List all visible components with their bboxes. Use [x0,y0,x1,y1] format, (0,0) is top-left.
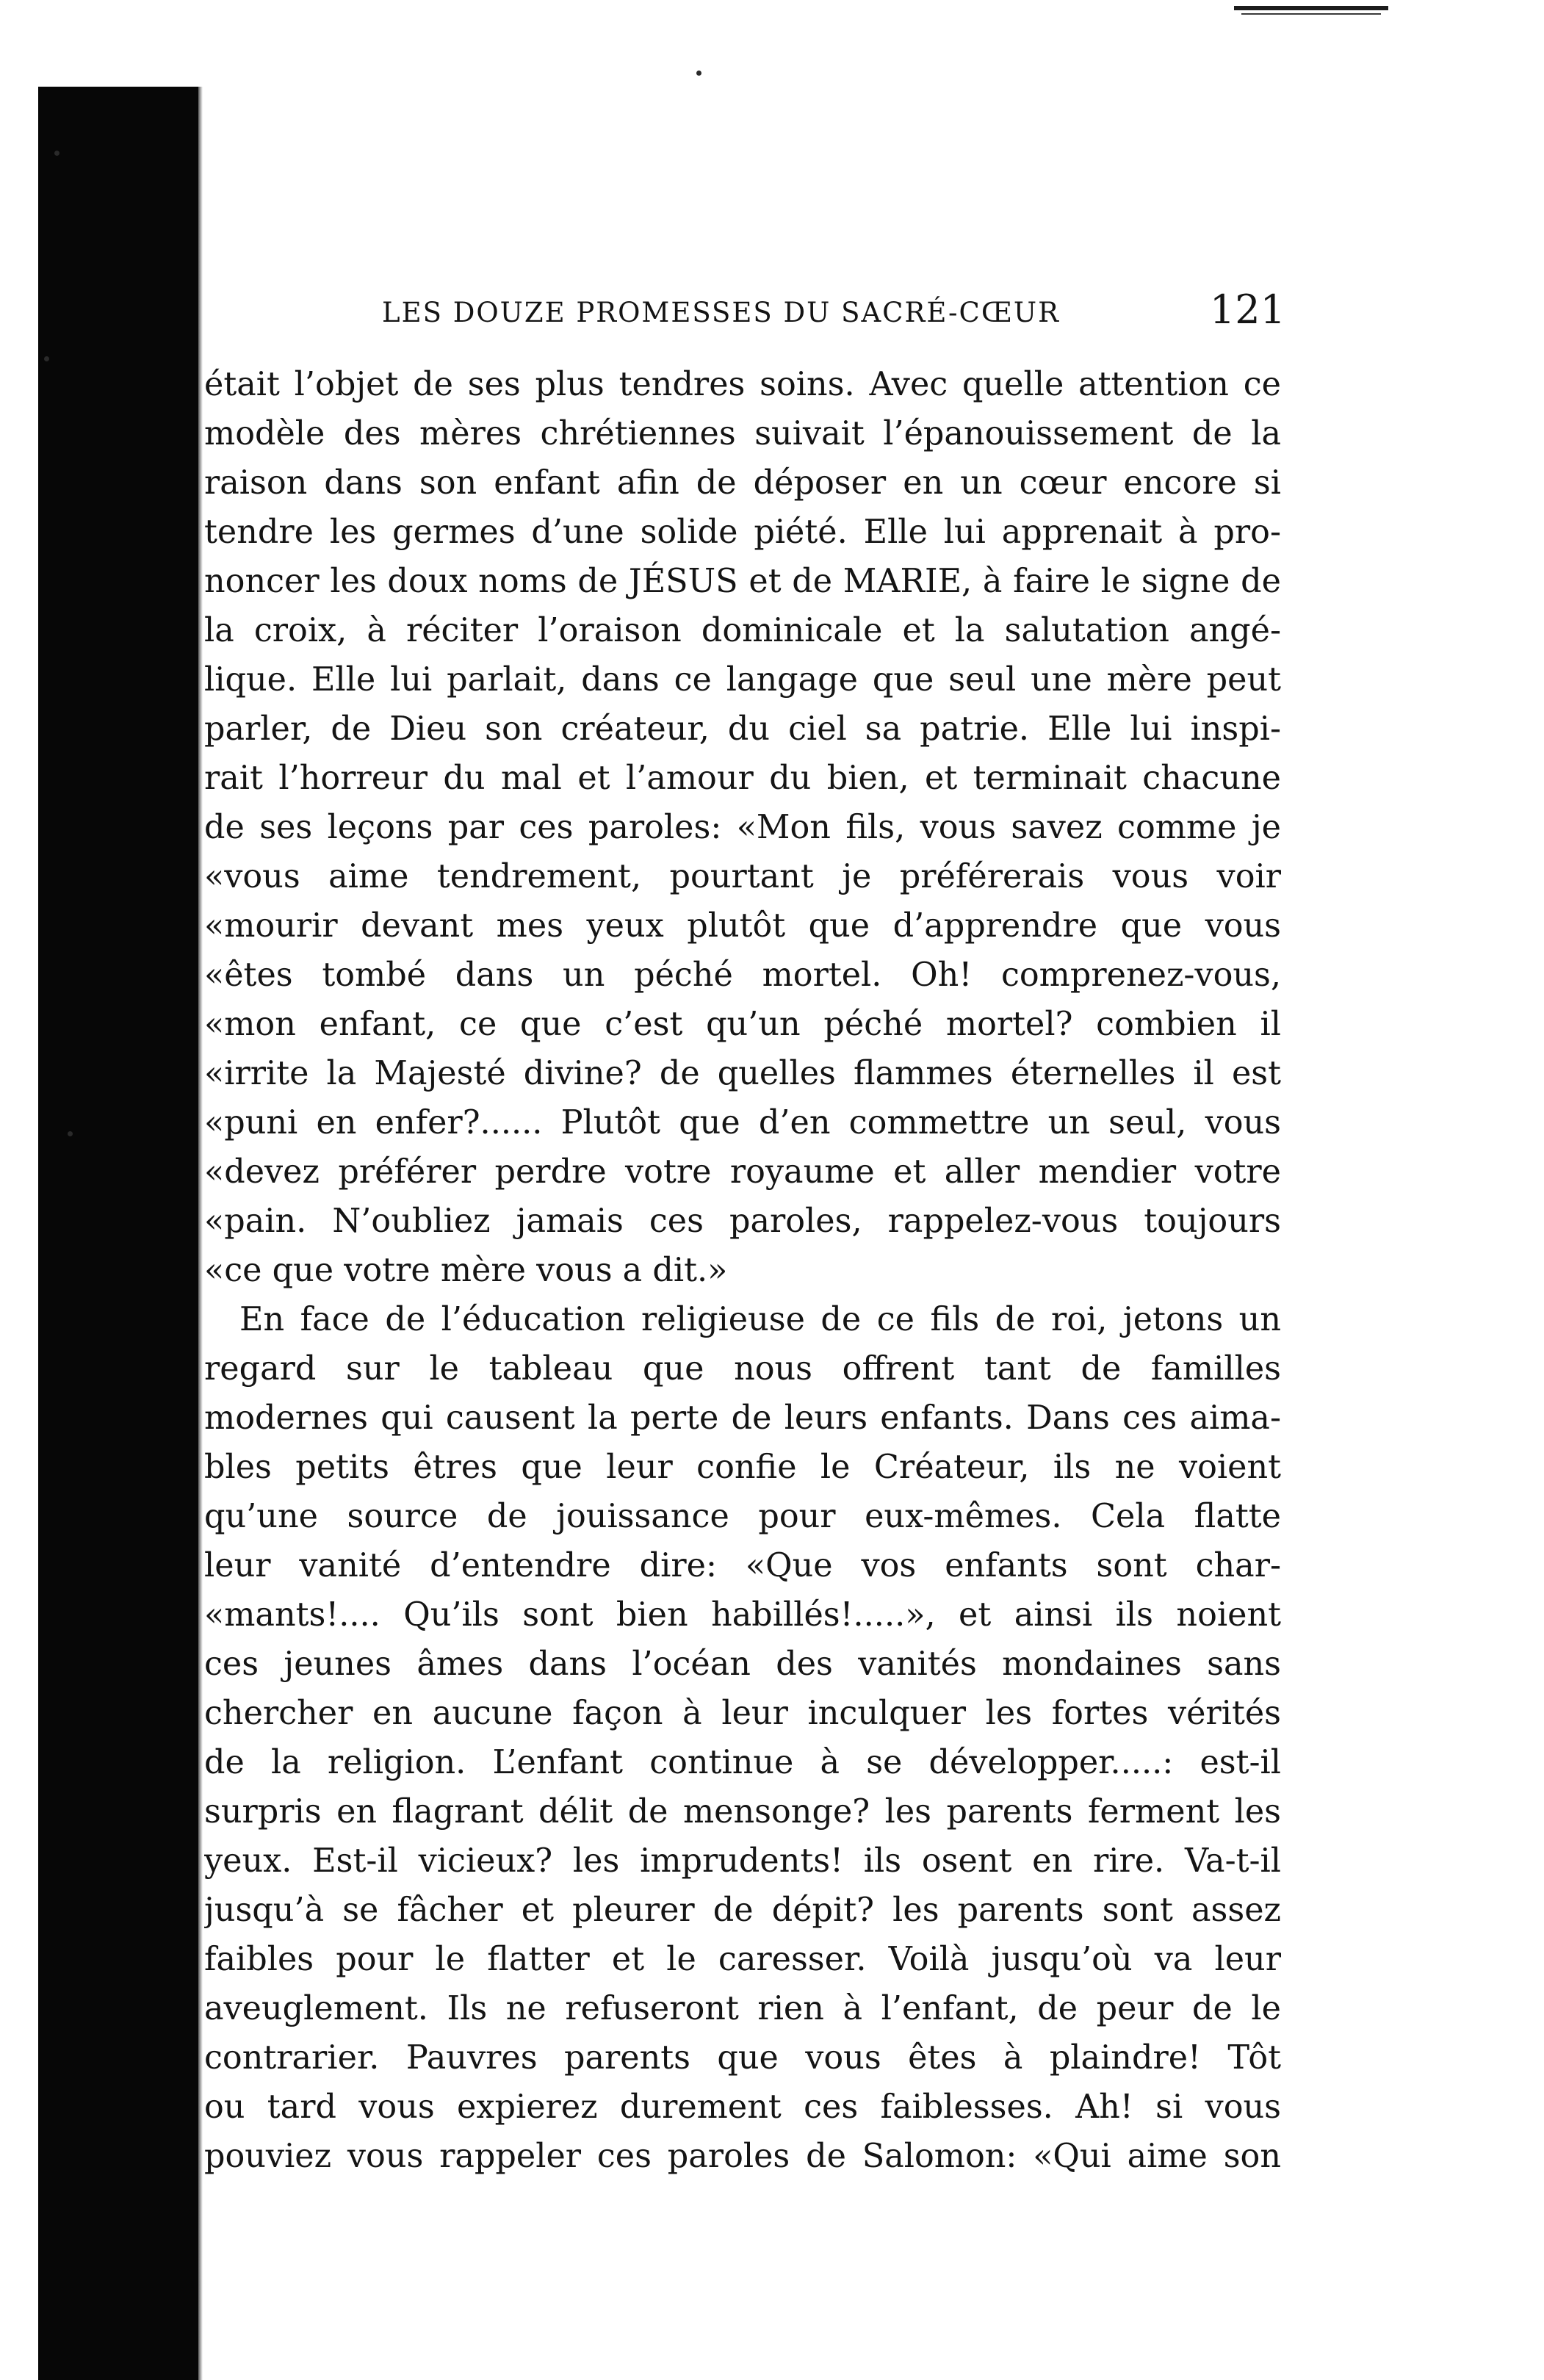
text-line: aveuglement. Ils ne refuseront rien à l’enfant, de peur de le [204,1990,1281,2027]
text-line: leur vanité d’entendre dire: «Que vos enfants sont char- [204,1547,1281,1584]
text-line: «êtes tombé dans un péché mortel. Oh! comprenez-vous, [204,956,1281,994]
text-body [204,360,1281,2175]
text-line: regard sur le tableau que nous offrent tant de familles [204,1350,1281,1388]
scan-speck [696,71,701,76]
page-number: 121 [1209,286,1285,333]
text-line: modèle des mères chrétiennes suivait l’épanouissement de la [204,415,1281,452]
text-line: «mon enfant, ce que c’est qu’un péché mortel? combien il [204,1006,1281,1043]
running-head [382,286,1285,338]
text-line: de la religion. L’enfant continue à se développer.....: est-il [204,1744,1281,1781]
text-line: chercher en aucune façon à leur inculquer les fortes vérités [204,1695,1281,1732]
text-line: tendre les germes d’une solide piété. Elle lui apprenait à pro- [204,513,1281,551]
text-line: «puni en enfer?...... Plutôt que d’en commettre un seul, vous [204,1104,1281,1142]
text-line: noncer les doux noms de JÉSUS et de MARIE, à faire le signe de [204,563,1281,600]
text-line: «vous aime tendrement, pourtant je préférerais vous voir [204,858,1281,895]
text-line: rait l’horreur du mal et l’amour du bien, et terminait chacune [204,760,1281,797]
text-line: lique. Elle lui parlait, dans ce langage que seul une mère peut [204,661,1281,699]
text-line: «devez préférer perdre votre royaume et aller mendier votre [204,1153,1281,1191]
scan-speck [68,1131,73,1136]
text-line: surpris en flagrant délit de mensonge? les parents ferment les [204,1793,1281,1831]
scan-speck [44,356,49,361]
text-line: «mourir devant mes yeux plutôt que d’apprendre que vous [204,907,1281,945]
text-line: était l’objet de ses plus tendres soins. Avec quelle attention ce [204,366,1281,403]
text-line: «pain. N’oubliez jamais ces paroles, rappelez-vous toujours [204,1202,1281,1240]
text-line: parler, de Dieu son créateur, du ciel sa patrie. Elle lui inspi- [204,710,1281,748]
text-line: ces jeunes âmes dans l’océan des vanités mondaines sans [204,1645,1281,1683]
text-line: bles petits êtres que leur confie le Créateur, ils ne voient [204,1449,1281,1486]
text-line: «irrite la Majesté divine? de quelles flammes éternelles il est [204,1055,1281,1092]
text-line: pouviez vous rappeler ces paroles de Salomon: «Qui aime son [204,2138,1281,2175]
top-edge-rule-thin [1241,13,1381,15]
text-line: yeux. Est-il vicieux? les imprudents! ils osent en rire. Va-t-il [204,1842,1281,1880]
text-line: ou tard vous expierez durement ces faiblesses. Ah! si vous [204,2088,1281,2126]
text-line: En face de l’éducation religieuse de ce fils de roi, jetons un [239,1301,1281,1338]
text-line: modernes qui causent la perte de leurs enfants. Dans ces aima- [204,1399,1281,1437]
text-line: qu’une source de jouissance pour eux-mêmes. Cela flatte [204,1498,1281,1535]
text-line: faibles pour le flatter et le caresser. Voilà jusqu’où va leur [204,1941,1281,1978]
text-line: de ses leçons par ces paroles: «Mon fils, vous savez comme je [204,809,1281,846]
scan-binding-edge [38,87,198,2380]
text-line: la croix, à réciter l’oraison dominicale et la salutation angé- [204,612,1281,649]
text-line: «mants!.... Qu’ils sont bien habillés!.....», et ainsi ils noient [204,1596,1281,1634]
text-line: contrarier. Pauvres parents que vous êtes à plaindre! Tôt [204,2039,1281,2077]
text-line: jusqu’à se fâcher et pleurer de dépit? les parents sont assez [204,1892,1281,1929]
text-line: raison dans son enfant afin de déposer en un cœur encore si [204,464,1281,502]
text-line: «ce que votre mère vous a dit.» [204,1252,728,1289]
running-title: LES DOUZE PROMESSES DU SACRÉ-CŒUR [382,297,1060,328]
top-edge-rule [1234,6,1388,10]
scan-speck [54,151,59,156]
